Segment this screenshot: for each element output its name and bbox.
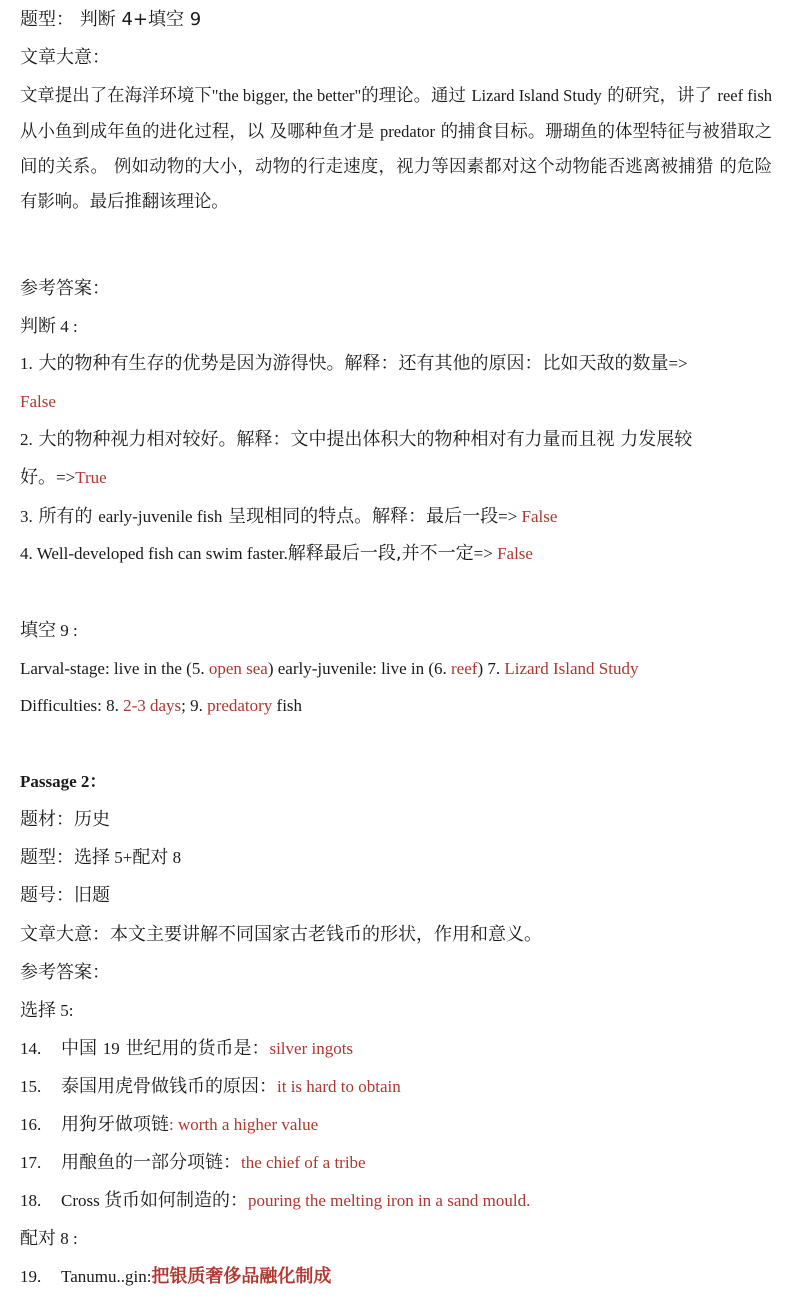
judge-3-answer: False (521, 507, 558, 526)
p2-topic-line (20, 809, 782, 831)
p2-match-heading (20, 1228, 782, 1250)
fill-1-c: ) early-juvenile: live in (6. (267, 659, 452, 678)
judge-item-3 (20, 506, 782, 528)
p2-topic-label: 题材： (20, 809, 74, 830)
choice-14-q-b: 世纪用的货币是： (119, 1038, 270, 1059)
choice-item-17 (20, 1152, 782, 1174)
p1-fill-label: 填空 (20, 620, 56, 641)
judge-3-arrow: => (498, 507, 522, 526)
choice-17-q-a: 用酿鱼的一部分项链： (61, 1152, 241, 1173)
p2-choice-count: 5: (56, 1001, 74, 1020)
choice-14-q-en: 19 (102, 1039, 120, 1058)
judge-1-answer: False (20, 392, 56, 411)
judge-2-num: 2. (20, 430, 33, 449)
fill-8-answer: 2-3 days (123, 696, 182, 715)
p1-answers-label: 参考答案： (20, 278, 110, 299)
choice-18-answer: pouring the melting iron in a sand mould. (247, 1191, 531, 1210)
p2-type-c: 配对 (132, 847, 169, 868)
p1-judge-count: 4 : (56, 317, 78, 336)
p1-summary-s1: 文章提出了在海洋环境下 (20, 86, 212, 106)
judge-3-text-en: early-juvenile fish (98, 507, 223, 526)
p2-qnum-value: 旧题 (74, 885, 110, 906)
p2-title: Passage 2： (20, 772, 107, 791)
choice-16-q-a: 用狗牙做项链 (61, 1114, 169, 1135)
p2-type-b: 5+ (110, 848, 133, 867)
match-19-answer: 把银质奢侈品融化制成 (151, 1266, 332, 1287)
p2-qnum-label: 题号： (20, 885, 74, 906)
p2-choice-label: 选择 (20, 1000, 56, 1021)
fill-line-1 (20, 658, 782, 680)
p1-summary-s3: 的理论。通过 (361, 86, 472, 106)
choice-18-num: 18. (20, 1191, 42, 1210)
judge-3-num: 3. (20, 507, 33, 526)
choice-15-num: 15. (20, 1077, 42, 1096)
p1-type-label: 题型： (20, 9, 74, 30)
p1-summary-s5: 的研究，讲了 (601, 86, 718, 106)
choice-16-q-b: : (169, 1115, 178, 1134)
judge-1-arrow: => (668, 354, 688, 373)
p1-summary-label: 文章大意： (20, 47, 110, 68)
p2-type-label: 题型： (20, 847, 74, 868)
judge-2-text2: 好。 (20, 467, 56, 488)
judge-2-arrow: => (56, 468, 76, 487)
p2-summary-line (20, 924, 782, 946)
judge-2-text: 大的物种视力相对较好。解释：文中提出体积大的物种相对有力量而且视 力发展较 (32, 429, 693, 450)
p1-fill-count: 9 : (56, 621, 78, 640)
p1-summary-s2: "the bigger, the better" (211, 86, 362, 105)
choice-16-num: 16. (20, 1115, 42, 1134)
judge-4-text-en: Well-developed fish can swim faster. (32, 544, 288, 563)
p2-summary-label: 文章大意： (20, 924, 110, 945)
match-19-num: 19. (20, 1267, 42, 1286)
choice-14-q-a: 中国 (61, 1038, 103, 1059)
choice-15-answer: it is hard to obtain (277, 1077, 401, 1096)
judge-item-2-cont (20, 467, 782, 489)
p2-match-count: 8 : (56, 1229, 78, 1248)
p1-summary-s4: Lizard Island Study (471, 86, 602, 105)
choice-item-18 (20, 1190, 782, 1212)
choice-18-q-b: 货币如何制造的： (103, 1190, 248, 1211)
p2-type-a: 选择 (74, 847, 110, 868)
fill-2-a: Difficulties: 8. (20, 696, 124, 715)
p1-summary-s8: predator (380, 122, 436, 141)
p2-choice-heading (20, 1000, 782, 1022)
fill-5-answer: open sea (208, 659, 268, 678)
fill-9-answer: predatory (207, 696, 273, 715)
choice-17-num: 17. (20, 1153, 42, 1172)
judge-4-num: 4. (20, 544, 33, 563)
judge-item-4 (20, 543, 782, 565)
choice-18-q-en: Cross (61, 1191, 104, 1210)
judge-3-text-a: 所有的 (32, 506, 99, 527)
choice-item-14 (20, 1038, 782, 1060)
p1-summary-s9: 的捕食目标。珊瑚鱼的体型特征与被猎取之间的关系。 例如动物的大小，动物的行走速度，视力等因素都对这个动物能否逃离被捕猎 的危险有影响。最后推翻该理论。 (20, 122, 772, 212)
choice-14-answer: silver ingots (269, 1039, 354, 1058)
judge-4-text-b: 解释最后一段,并不一定 (287, 543, 474, 564)
p1-judge-label: 判断 (20, 316, 56, 337)
p2-qnum-line (20, 885, 782, 907)
fill-1-a: Larval-stage: live in the (5. (20, 659, 209, 678)
p1-summary-s7: 从小鱼到成年鱼的进化过程，以 及哪种鱼才是 (20, 122, 381, 142)
judge-4-answer: False (497, 544, 533, 563)
judge-2-answer: True (75, 468, 107, 487)
judge-item-2 (20, 429, 782, 451)
p2-type-d: 8 (168, 848, 182, 867)
p1-summary-s6: reef fish (717, 86, 773, 105)
p1-type-line (20, 9, 782, 31)
fill-6-answer: reef (451, 659, 478, 678)
p1-judge-heading (20, 316, 782, 338)
choice-16-answer: worth a higher value (177, 1115, 319, 1134)
match-19-q-en: Tanumu..gin: (61, 1267, 152, 1286)
judge-4-arrow: => (473, 544, 498, 563)
match-item-19 (20, 1266, 782, 1288)
p1-type-value: 判断 4+填空 9 (79, 9, 202, 30)
p1-summary-paragraph (20, 78, 772, 220)
judge-1-text: 大的物种有生存的优势是因为游得快。解释：还有其他的原因：比如天敌的数量 (32, 353, 669, 374)
fill-2-c: ; 9. (181, 696, 208, 715)
judge-item-1 (20, 353, 782, 375)
p2-answers-label: 参考答案： (20, 962, 110, 983)
p1-fill-heading (20, 620, 782, 642)
choice-14-num: 14. (20, 1039, 42, 1058)
p2-match-label: 配对 (20, 1228, 56, 1249)
fill-2-e: fish (272, 696, 303, 715)
judge-3-text-b: 呈现相同的特点。解释：最后一段 (222, 506, 499, 527)
fill-7-answer: Lizard Island Study (504, 659, 639, 678)
choice-17-answer: the chief of a tribe (241, 1153, 366, 1172)
p2-topic-value: 历史 (74, 809, 110, 830)
judge-1-num: 1. (20, 354, 33, 373)
p2-type-line (20, 847, 782, 869)
p2-summary: 本文主要讲解不同国家古老钱币的形状，作用和意义。 (110, 924, 542, 945)
choice-item-16 (20, 1114, 782, 1136)
fill-1-e: ) 7. (477, 659, 505, 678)
choice-15-q-a: 泰国用虎骨做钱币的原因： (61, 1076, 277, 1097)
fill-line-2 (20, 695, 782, 717)
choice-item-15 (20, 1076, 782, 1098)
